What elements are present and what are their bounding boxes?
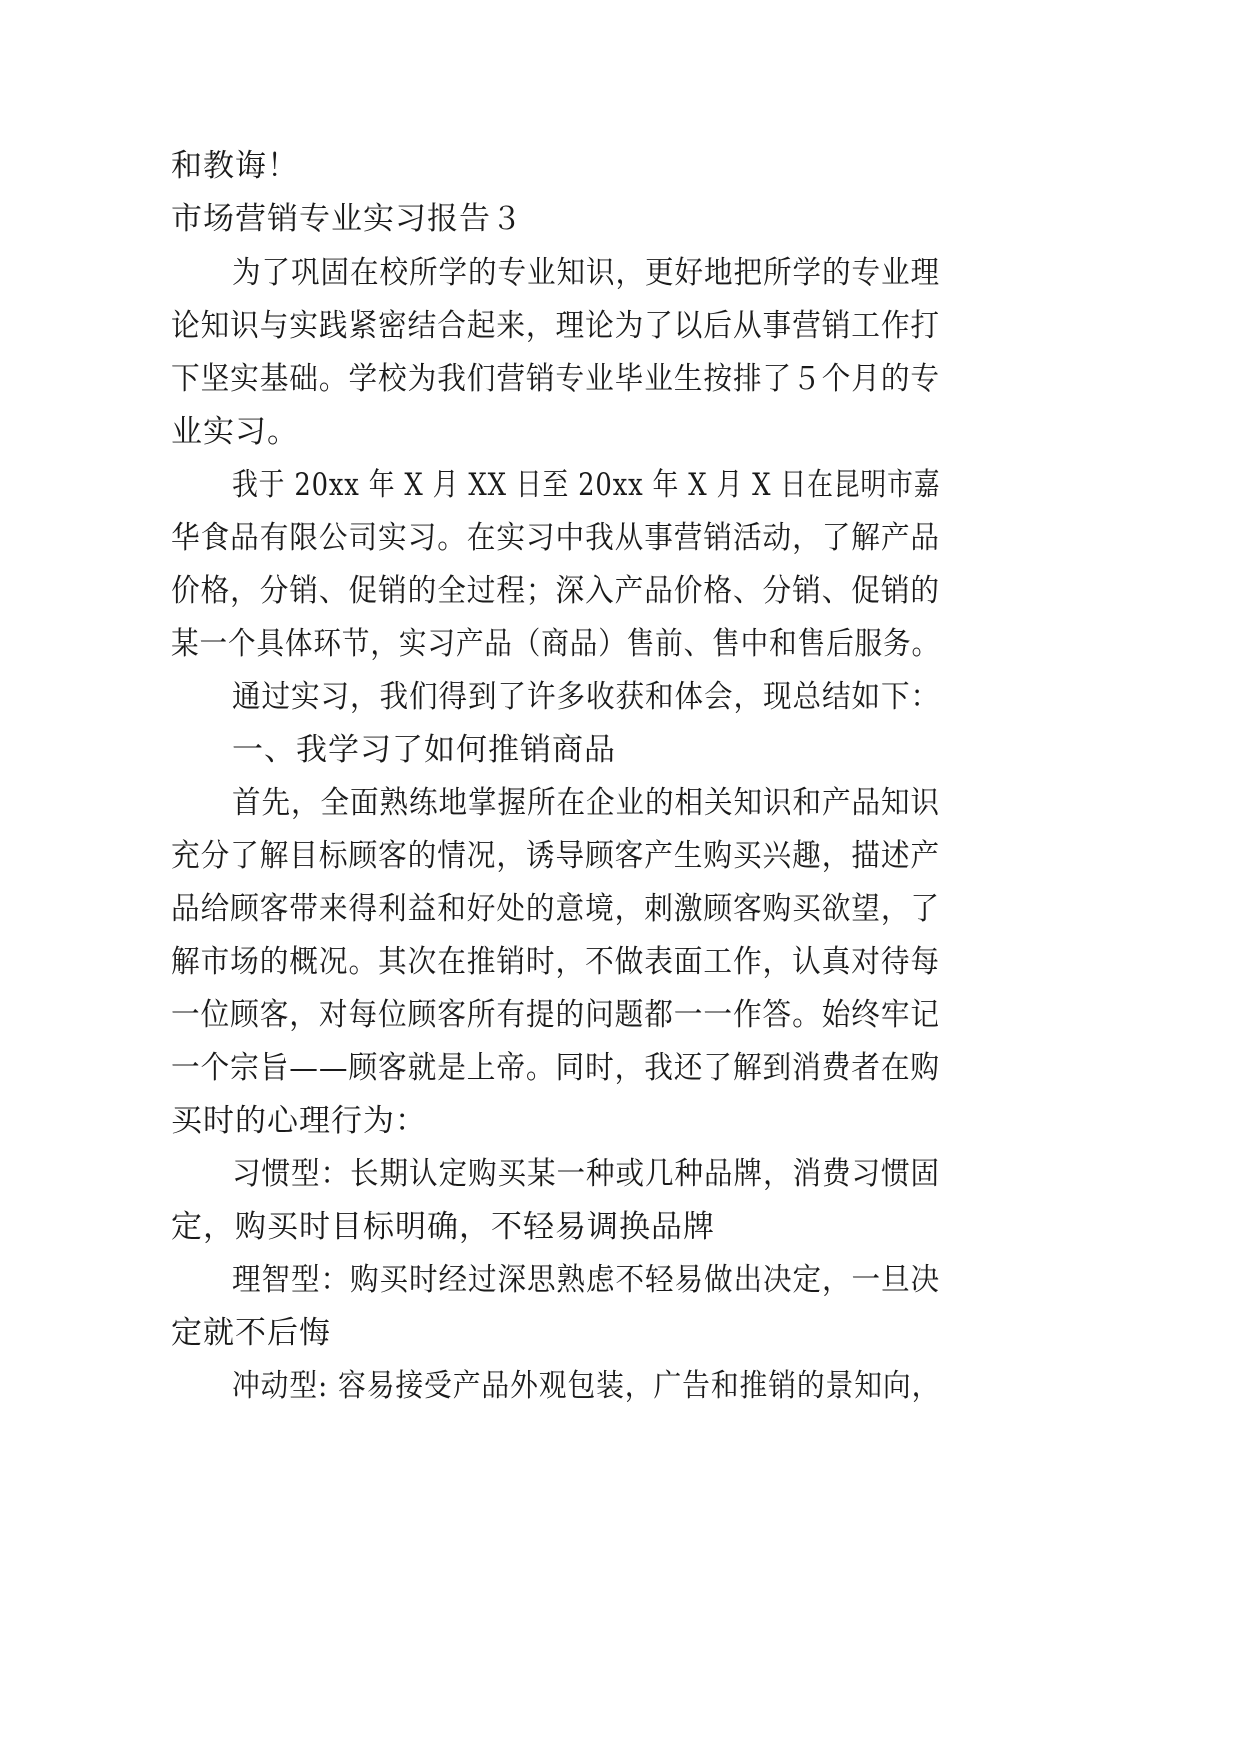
text-line-9: 价格，分销、促销的全过程；深入产品价格、分销、促销的 — [171, 573, 940, 609]
text-line-23: 定就不后悔 — [171, 1315, 331, 1351]
text-line-18: 一个宗旨——顾客就是上帝。同时，我还了解到消费者在购 — [171, 1050, 940, 1086]
text-line-19: 买时的心理行为： — [171, 1103, 427, 1139]
text-line-5: 下坚实基础。学校为我们营销专业毕业生按排了５个月的专 — [171, 361, 940, 397]
text-line-24: 冲动型: 容易接受产品外观包装，广告和推销的景知向， — [232, 1368, 941, 1404]
text-line-8: 华食品有限公司实习。在实习中我从事营销活动，了解产品 — [171, 520, 940, 556]
text-line-7: 我于 20xx 年 X 月 XX 日至 20xx 年 X 月 X 日在昆明市嘉 — [232, 467, 941, 503]
text-line-4: 论知识与实践紧密结合起来，理论为了以后从事营销工作打 — [171, 308, 940, 344]
text-line-22: 理智型：购买时经过深思熟虑不轻易做出决定，一旦决 — [232, 1262, 940, 1298]
subheading-1: 一、我学习了如何推销商品 — [232, 732, 616, 768]
text-line-20: 习惯型：长期认定购买某一种或几种品牌，消费习惯固 — [232, 1156, 940, 1192]
text-line-15: 品给顾客带来得利益和好处的意境，刺激顾客购买欲望，了 — [171, 891, 940, 927]
text-line-16: 解市场的概况。其次在推销时，不做表面工作，认真对待每 — [171, 944, 940, 980]
section-heading: 市场营销专业实习报告３ — [171, 201, 523, 237]
text-line-10: 某一个具体环节，实习产品（商品）售前、售中和售后服务。 — [171, 626, 940, 662]
text-line-11: 通过实习，我们得到了许多收获和体会，现总结如下： — [232, 679, 940, 715]
text-line-6: 业实习。 — [171, 414, 299, 450]
text-line-21: 定，购买时目标明确，不轻易调换品牌 — [171, 1209, 715, 1245]
text-line-14: 充分了解目标顾客的情况，诱导顾客产生购买兴趣，描述产 — [171, 838, 940, 874]
text-line-1: 和教诲！ — [171, 148, 299, 184]
text-line-17: 一位顾客，对每位顾客所有提的问题都一一作答。始终牢记 — [171, 997, 940, 1033]
text-line-13: 首先，全面熟练地掌握所在企业的相关知识和产品知识 — [232, 785, 940, 821]
text-line-3: 为了巩固在校所学的专业知识，更好地把所学的专业理 — [232, 255, 940, 291]
